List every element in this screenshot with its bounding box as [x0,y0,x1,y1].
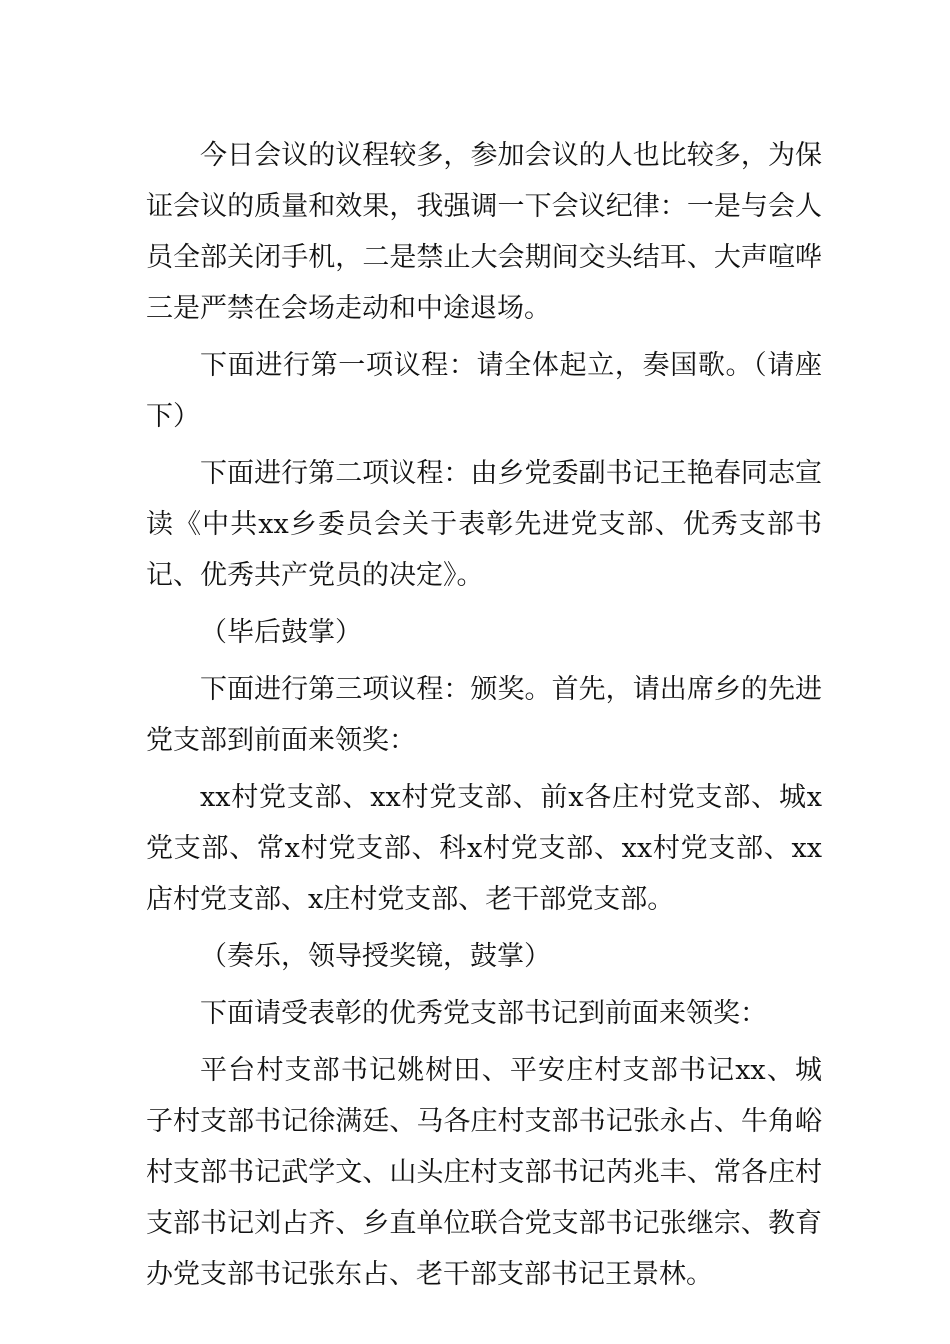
paragraph-music-note: （奏乐，领导授奖镜，鼓掌） [200,941,551,972]
paragraph-secretaries-call: 下面请受表彰的优秀党支部书记到前面来领奖： [200,998,767,1029]
document-body [146,130,822,1306]
paragraph-meeting-rules: 今日会议的议程较多，参加会议的人也比较多，为保证会议的质量和效果，我强调一下会议纪律：一是与会人员全部关闭手机，二是禁止大会期间交头结耳、大声喧哗三是严禁在会场走动和中途退场。 [146,140,822,324]
paragraph-agenda-item-3: 下面进行第三项议程：颁奖。首先，请出席乡的先进党支部到前面来领奖： [146,674,822,756]
paragraph-agenda-item-2: 下面进行第二项议程：由乡党委副书记王艳春同志宣读《中共xx乡委员会关于表彰先进党支部、优秀支部书记、优秀共产党员的决定》。 [146,458,822,591]
paragraph-agenda-item-1: 下面进行第一项议程：请全体起立，奏国歌。（请座下） [146,350,822,432]
paragraph-applause-note: （毕后鼓掌） [200,617,362,648]
paragraph-advanced-branches-list: xx村党支部、xx村党支部、前x各庄村党支部、城x党支部、常x村党支部、科x村党支部、xx村党支部、xx店村党支部、x庄村党支部、老干部党支部。 [146,782,822,915]
paragraph-secretaries-list: 平台村支部书记姚树田、平安庄村支部书记xx、城子村支部书记徐满廷、马各庄村支部书记张永占、牛角峪村支部书记武学文、山头庄村支部书记芮兆丰、常各庄村支部书记刘占齐、乡直单位联合党支部书记张继宗、教育办党支部书记张东占、老干部支部书记王景林。 [146,1055,822,1290]
